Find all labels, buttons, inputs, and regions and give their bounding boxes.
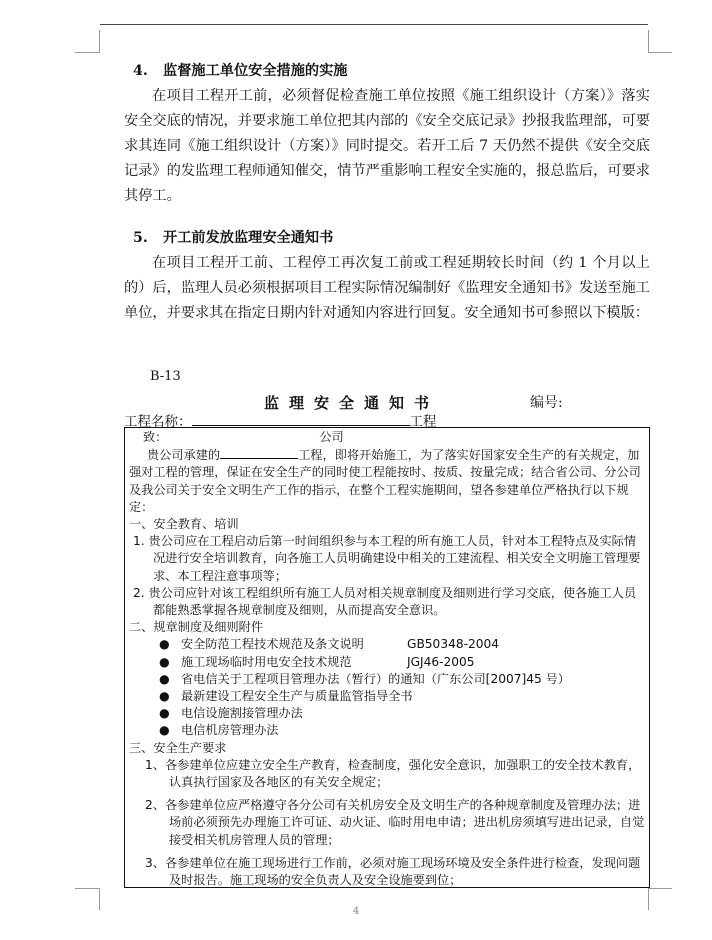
s3-item: 3、各参建单位在施工现场进行工作前，必须对施工现场环境及安全条件进行检查，发现问题及时报告。施工现场的安全负责人及安全设施要到位； [145, 855, 641, 888]
company-blank [167, 429, 319, 441]
s1-item: 2. 贵公司应针对该工程组织所有施工人员对相关规章制度及细则进行学习交底，使各施工人员都能熟悉掌握各规章制度及细则，从而提高安全意识。 [133, 585, 637, 618]
bullet-icon: ● [159, 706, 170, 721]
notice-title: 监理安全通知书 [264, 394, 440, 412]
regulation-item: ● 电信设施割接管理办法 [129, 705, 645, 722]
page-number: 4 [352, 906, 360, 917]
header-rule [100, 24, 648, 25]
crop-mark-tl-v [99, 30, 100, 53]
section-4-number: 4. [133, 63, 148, 79]
bullet-icon: ● [159, 689, 170, 704]
section-4-heading [133, 60, 347, 80]
notice-box [124, 427, 650, 888]
s3-item: 2、各参建单位应严格遵守各分公司有关机房安全及文明生产的各种规章制度及管理办法；进场前必须预先办理施工许可证、动火证、临时用电申请；进出机房须填写进出记录，自觉接受相关机房管理人员的管理； [145, 798, 645, 847]
section-2-title: 二、规章制度及细则附件 [129, 620, 264, 635]
regulation-item: ● 最新建设工程安全生产与质量监管指导全书 [129, 688, 645, 705]
regulation-item: ● 施工现场临时用电安全技术规范 JGJ46-2005 [129, 654, 645, 671]
notice-number-label: 编号: [530, 395, 563, 411]
crop-mark-bl-h [75, 888, 99, 889]
intro-lead: 贵公司承建的 [147, 448, 221, 463]
intro-blank [220, 446, 298, 459]
project-name-suffix: 工程 [409, 414, 437, 430]
bullet-icon: ● [159, 637, 170, 652]
regulation-item: ● 电信机房管理办法 [129, 722, 645, 739]
regulation-item: ● 省电信关于工程项目管理办法（暂行）的通知（广东公司[2007]45 号） [129, 671, 645, 688]
notice-to-label: 致： [143, 430, 168, 444]
regulation-code: JGJ46-2005 [407, 654, 475, 669]
section-5-number: 5. [133, 230, 148, 246]
notice-intro [129, 446, 645, 516]
section-4-title: 监督施工单位安全措施的实施 [163, 63, 348, 79]
s3-item: 1、各参建单位应建立安全生产教育，检查制度，强化安全意识，加强职工的安全技术教育，认真执行国家及各地区的有关安全规定； [145, 757, 641, 790]
section-5-body [124, 251, 650, 326]
form-code: B-13 [150, 369, 181, 384]
section-4-body [124, 84, 650, 209]
section-1-title: 一、安全教育、培训 [129, 517, 239, 532]
bullet-icon: ● [159, 654, 170, 669]
regulation-item: ● 安全防范工程技术规范及条文说明 GB50348-2004 [129, 636, 645, 653]
section-4-paragraph: 在项目工程开工前，必须督促检查施工单位按照《施工组织设计（方案）》落实安全交底的情况，并要求施工单位把其内部的《安全交底记录》抄报我监理部，可要求其连同《施工组织设计（方案）》同时提交。若开工后 7 天仍然不提供《安全交底记录》的发监理工程师通知催交，情节严重影响工程安全实施的，报总监后，可要求其停工。 [124, 88, 650, 204]
company-suffix: 公司 [319, 430, 344, 444]
crop-mark-tr-h [648, 52, 672, 53]
project-name-blank [192, 413, 410, 426]
regulation-code: GB50348-2004 [407, 637, 499, 652]
intro-rest: 工程，即将开始施工，为了落实好国家安全生产的有关规定，加强对工程的管理，保证在安全生产的同时使工程能按时、按质、按量完成；结合省公司、分公司及我公司关于安全文明生产工作的指示，在整个工程实施期间，望各参建单位严格执行以下规定： [129, 448, 641, 514]
crop-mark-tl-h [75, 52, 99, 53]
section-5-heading [133, 227, 333, 247]
project-name-label: 工程名称： [124, 414, 192, 430]
section-3-title: 三、安全生产要求 [129, 740, 227, 755]
crop-mark-tr-v [648, 30, 649, 53]
bullet-icon: ● [159, 723, 170, 738]
section-5-title: 开工前发放监理安全通知书 [163, 230, 334, 246]
notice-to-line [129, 429, 645, 446]
crop-mark-br-h [648, 888, 672, 889]
s1-item: 1. 贵公司应在工程启动后第一时间组织参与本工程的所有施工人员，针对本工程特点及实际情况进行安全培训教育，向各施工人员明确建设中相关的工建流程、相关安全文明施工管理要求、本工程注意事项等； [133, 534, 641, 583]
bullet-icon: ● [159, 671, 170, 686]
section-5-paragraph: 在项目工程开工前、工程停工再次复工前或工程延期较长时间（约 1 个月以上的）后，监理人员必须根据项目工程实际情况编制好《监理安全通知书》发送至施工单位，并要求其在指定日期内针对通知内容进行回复。安全通知书可参照以下模版： [124, 255, 650, 321]
